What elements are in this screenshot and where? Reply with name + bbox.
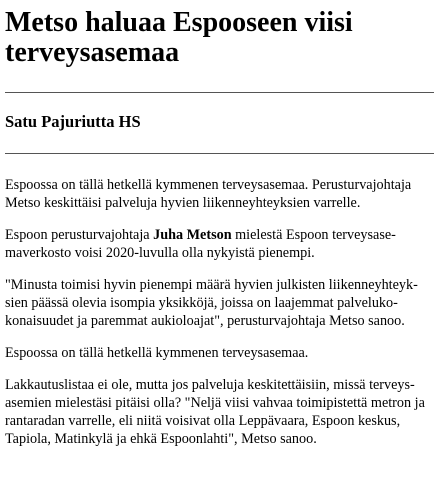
article-byline: Satu Pajuriutta HS [5,112,141,131]
paragraph-2 [5,226,434,262]
paragraph-2-before: Espoon perusturvajohtaja [5,227,154,243]
paragraph-2-after: mielestä Espoon terveysasemaverkosto voisi 2020-luvulla olla nykyistä pienempi. [5,227,396,261]
paragraph-3: "Minusta toimisi hyvin pienempi määrä hyvien julkisten liikenneyhteyksien päässä olevia isompia yksikköjä, joissa on laajemmat palvelukokonaisuudet ja paremmat aukioloajat", perusturvajohtaja Metso sanoo. [5,277,418,329]
paragraph-4: Espoossa on tällä hetkellä kymmenen terveysasemaa. [5,345,309,361]
article-body [5,176,434,448]
paragraph-1: Espoossa on tällä hetkellä kymmenen terveysasemaa. Perusturvajohtaja Metso keskittäisi palveluja hyvien liikenneyhteyksien varrelle. [5,177,412,211]
divider-bottom [5,153,434,154]
person-name: Juha Metson [153,227,232,243]
article-headline: Metso haluaa Espooseen viisi terveysasemaa [5,7,353,68]
paragraph-5: Lakkautuslistaa ei ole, mutta jos palveluja keskitettäisiin, missä terveysasemien mielestäsi pitäisi olla? "Neljä viisi vahvaa toimipistettä metron ja rantaradan varrelle, eli niitä voisivat olla Leppävaara, Espoon keskus, Tapiola, Matinkylä ja ehkä Espoonlahti", Metso sanoo. [5,377,425,447]
